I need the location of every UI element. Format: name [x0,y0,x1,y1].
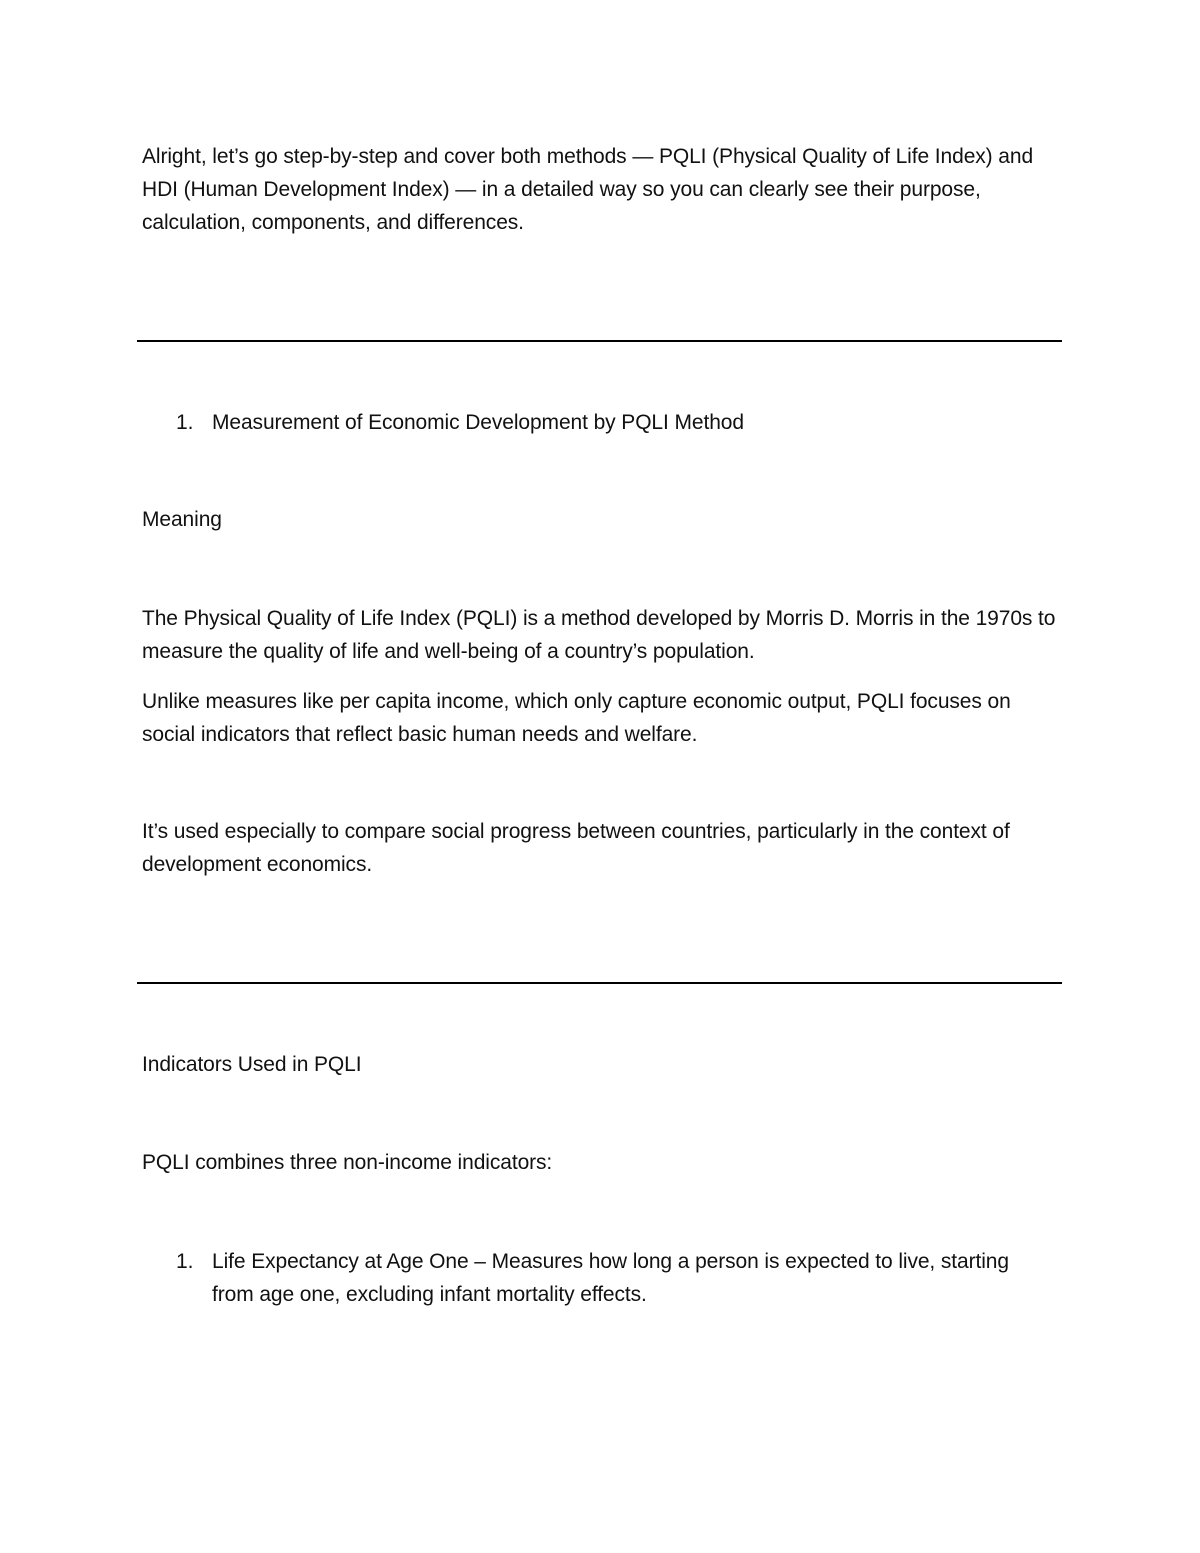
section-heading-item [176,406,1036,439]
list-item-text: Life Expectancy at Age One – Measures how long a person is expected to live, starting from age one, excluding infant mortality effects. [212,1250,1009,1306]
indicators-heading: Indicators Used in PQLI [142,1053,362,1076]
indicators-intro: PQLI combines three non-income indicators: [142,1151,553,1174]
intro-paragraph: Alright, let’s go step-by-step and cover both methods — PQLI (Physical Quality of Life Index) and HDI (Human Development Index) — in a detailed way so you can clearly see their purpose, calculation, components, and differences. [142,145,1034,234]
meaning-heading: Meaning [142,508,222,531]
meaning-paragraph-3: It’s used especially to compare social progress between countries, particularly in the context of development economics. [142,820,1010,876]
meaning-paragraph-1: The Physical Quality of Life Index (PQLI) is a method developed by Morris D. Morris in the 1970s to measure the quality of life and well-being of a country’s population. [142,607,1056,663]
horizontal-rule [137,982,1062,984]
list-item [176,1245,1036,1311]
section-number: 1. [176,411,194,434]
meaning-paragraph-2: Unlike measures like per capita income, which only capture economic output, PQLI focuses on social indicators that reflect basic human needs and welfare. [142,690,1011,746]
list-item-number: 1. [176,1250,194,1273]
horizontal-rule [137,340,1062,342]
section-title: Measurement of Economic Development by PQLI Method [212,411,744,434]
